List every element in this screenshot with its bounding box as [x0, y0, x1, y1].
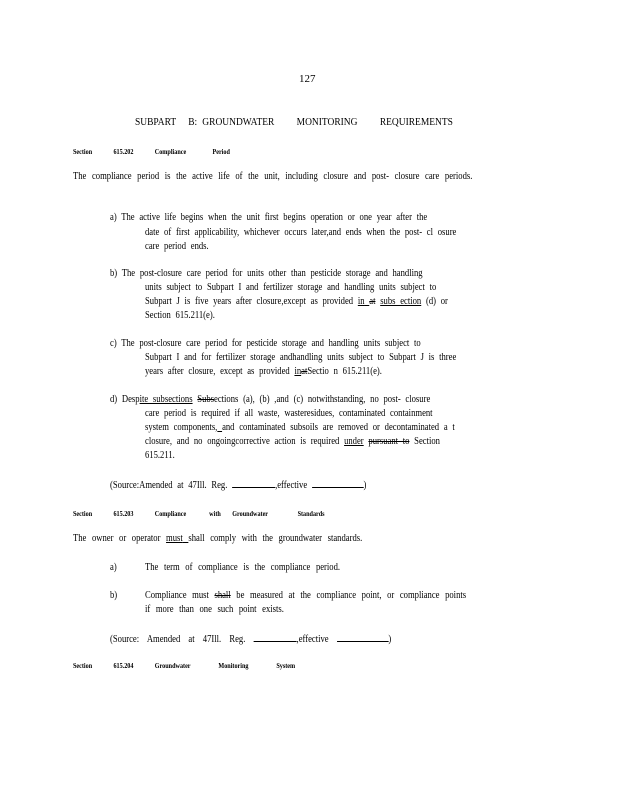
section-615-202-intro: The compliance period is the active life of the unit, including closure and post- closure care periods.	[73, 171, 473, 182]
blank-line	[232, 478, 275, 488]
section-heading-615-204: Section 615.204 Groundwater Monitoring System	[73, 661, 296, 670]
deleted-text: at	[369, 296, 376, 307]
inserted-text: ite subsections	[139, 394, 193, 405]
blank-line	[337, 632, 389, 642]
blank-line	[312, 478, 364, 488]
page-number: 127	[299, 73, 316, 85]
blank-line	[254, 632, 297, 642]
source-note-615-203: (Source: Amended at 47Ill. Reg. ,effective )	[110, 634, 392, 645]
subpart-title: SUBPART B: GROUNDWATER MONITORING REQUIREMENTS	[135, 116, 453, 128]
deleted-text: shall	[214, 590, 231, 601]
inserted-text: in	[357, 296, 365, 307]
inserted-text: under	[344, 436, 364, 447]
deleted-text: at	[301, 366, 308, 377]
deleted-text: Subs	[197, 394, 215, 405]
section-heading-615-203: Section 615.203 Compliance with Groundwater Standards	[73, 509, 325, 518]
deleted-text: pursuant to	[368, 436, 410, 447]
inserted-text: must	[166, 533, 183, 544]
section-heading-615-202: Section 615.202 Compliance Period	[73, 147, 230, 156]
section-615-203-intro: The owner or operator must shall comply with the groundwater standards.	[73, 533, 363, 544]
source-note-615-202: (Source:Amended at 47Ill. Reg. ,effective )	[110, 480, 367, 491]
inserted-text: subs ection	[380, 296, 422, 307]
inserted-text: in	[294, 366, 302, 377]
